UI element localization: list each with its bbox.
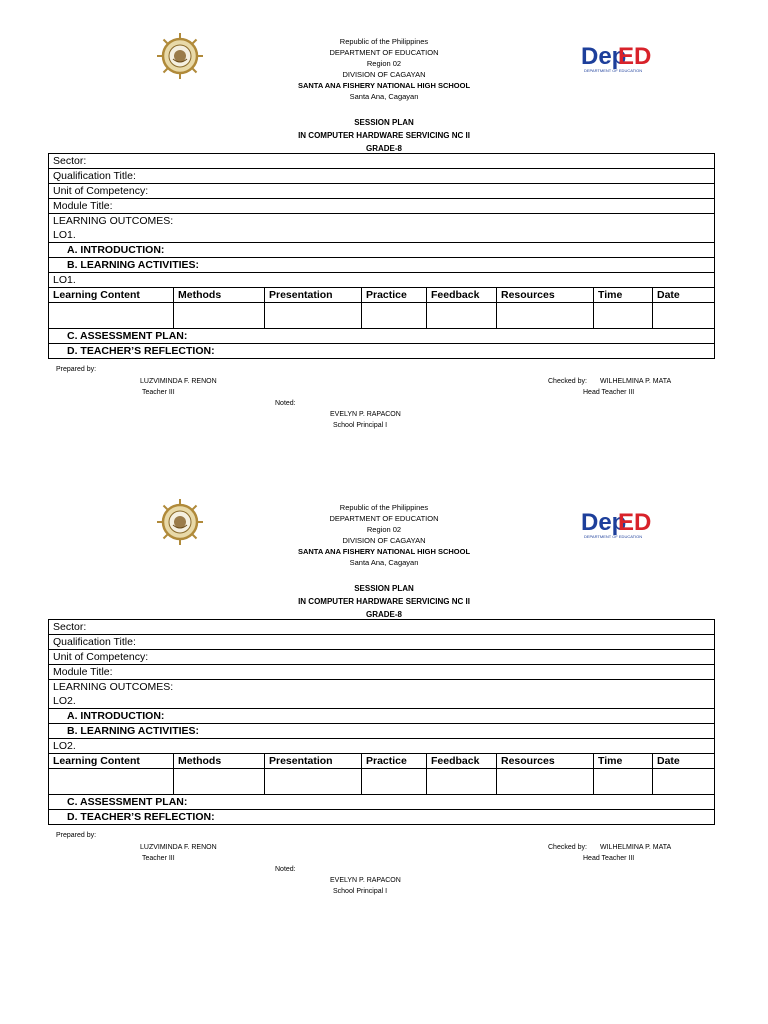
header-line: Region 02: [366, 59, 402, 68]
svg-text:DEPARTMENT OF EDUCATION: DEPARTMENT OF EDUCATION: [584, 534, 643, 539]
activity-outcome-field[interactable]: LO1.: [49, 273, 715, 288]
header-line: Republic of the Philippines: [339, 503, 429, 512]
checked-title: Head Teacher III: [583, 389, 635, 396]
cell-feedback[interactable]: [427, 303, 497, 329]
deped-logo: [580, 40, 652, 76]
col-feedback: Feedback: [427, 754, 497, 769]
cell-practice[interactable]: [362, 769, 427, 795]
noted-label: Noted:: [275, 866, 296, 873]
outcome-field[interactable]: LO1.: [49, 228, 715, 243]
outcomes-label: LEARNING OUTCOMES:: [49, 214, 715, 229]
header-line: DEPARTMENT OF EDUCATION: [329, 514, 439, 523]
noted-name: EVELYN P. RAPACON: [330, 877, 401, 884]
col-learning-content: Learning Content: [49, 754, 174, 769]
col-practice: Practice: [362, 754, 427, 769]
col-presentation: Presentation: [265, 754, 362, 769]
qualification-field[interactable]: Qualification Title:: [49, 635, 715, 650]
col-resources: Resources: [497, 754, 594, 769]
outcomes-label: LEARNING OUTCOMES:: [49, 680, 715, 695]
letterhead: [234, 502, 534, 568]
cell-time[interactable]: [594, 769, 653, 795]
introduction-field[interactable]: A. INTRODUCTION:: [49, 709, 715, 724]
title-line: SESSION PLAN: [354, 118, 414, 127]
svg-text:Dep: Dep: [581, 43, 627, 70]
cell-methods[interactable]: [174, 769, 265, 795]
plan-title: [234, 582, 534, 621]
title-line: GRADE-8: [365, 610, 402, 619]
session-plan-copy: [0, 466, 768, 932]
session-plan-copy: [0, 0, 768, 466]
title-line: IN COMPUTER HARDWARE SERVICING NC II: [298, 131, 470, 140]
cell-methods[interactable]: [174, 303, 265, 329]
sector-field[interactable]: Sector:: [49, 620, 715, 635]
school-seal-logo: [156, 498, 204, 546]
header-line: Republic of the Philippines: [339, 37, 429, 46]
school-name: SANTA ANA FISHERY NATIONAL HIGH SCHOOL: [297, 81, 471, 90]
svg-text:ED: ED: [618, 43, 652, 70]
prepared-title: Teacher III: [142, 855, 175, 862]
prepared-name: LUZVIMINDA F. RENON: [140, 844, 217, 851]
svg-text:Dep: Dep: [581, 509, 627, 536]
session-plan-form: [48, 619, 715, 825]
cell-practice[interactable]: [362, 303, 427, 329]
prepared-label: Prepared by:: [56, 366, 97, 373]
teacher-reflection-field[interactable]: D. TEACHER’S REFLECTION:: [49, 344, 715, 359]
col-practice: Practice: [362, 288, 427, 303]
cell-learning-content[interactable]: [49, 303, 174, 329]
prepared-title: Teacher III: [142, 389, 175, 396]
learning-activities-label: B. LEARNING ACTIVITIES:: [49, 724, 715, 739]
noted-name: EVELYN P. RAPACON: [330, 411, 401, 418]
col-methods: Methods: [174, 288, 265, 303]
prepared-label: Prepared by:: [56, 832, 97, 839]
letterhead: [234, 36, 534, 102]
cell-date[interactable]: [653, 303, 715, 329]
introduction-field[interactable]: A. INTRODUCTION:: [49, 243, 715, 258]
noted-title: School Principal I: [333, 422, 388, 429]
cell-date[interactable]: [653, 769, 715, 795]
header-line: Region 02: [366, 525, 402, 534]
school-town: Santa Ana, Cagayan: [349, 92, 419, 101]
cell-time[interactable]: [594, 303, 653, 329]
cell-feedback[interactable]: [427, 769, 497, 795]
school-name: SANTA ANA FISHERY NATIONAL HIGH SCHOOL: [297, 547, 471, 556]
header-line: DIVISION OF CAGAYAN: [342, 536, 426, 545]
title-line: IN COMPUTER HARDWARE SERVICING NC II: [298, 597, 470, 606]
svg-text:DEPARTMENT OF EDUCATION: DEPARTMENT OF EDUCATION: [584, 68, 643, 73]
outcome-field[interactable]: LO2.: [49, 694, 715, 709]
prepared-name: LUZVIMINDA F. RENON: [140, 378, 217, 385]
plan-title: [234, 116, 534, 155]
teacher-reflection-field[interactable]: D. TEACHER’S REFLECTION:: [49, 810, 715, 825]
col-feedback: Feedback: [427, 288, 497, 303]
noted-title: School Principal I: [333, 888, 388, 895]
unit-field[interactable]: Unit of Competency:: [49, 650, 715, 665]
cell-learning-content[interactable]: [49, 769, 174, 795]
cell-resources[interactable]: [497, 303, 594, 329]
svg-text:ED: ED: [618, 509, 652, 536]
school-town: Santa Ana, Cagayan: [349, 558, 419, 567]
school-seal-logo: [156, 32, 204, 80]
activity-outcome-field[interactable]: LO2.: [49, 739, 715, 754]
header-line: DEPARTMENT OF EDUCATION: [329, 48, 439, 57]
cell-presentation[interactable]: [265, 303, 362, 329]
col-date: Date: [653, 754, 715, 769]
col-learning-content: Learning Content: [49, 288, 174, 303]
cell-resources[interactable]: [497, 769, 594, 795]
title-line: SESSION PLAN: [354, 584, 414, 593]
assessment-plan-field[interactable]: C. ASSESSMENT PLAN:: [49, 329, 715, 344]
header-line: DIVISION OF CAGAYAN: [342, 70, 426, 79]
sector-field[interactable]: Sector:: [49, 154, 715, 169]
checked-name: WILHELMINA P. MATA: [600, 844, 672, 851]
cell-presentation[interactable]: [265, 769, 362, 795]
module-field[interactable]: Module Title:: [49, 199, 715, 214]
checked-label: Checked by:: [548, 844, 587, 851]
unit-field[interactable]: Unit of Competency:: [49, 184, 715, 199]
title-line: GRADE-8: [365, 144, 402, 153]
col-resources: Resources: [497, 288, 594, 303]
qualification-field[interactable]: Qualification Title:: [49, 169, 715, 184]
assessment-plan-field[interactable]: C. ASSESSMENT PLAN:: [49, 795, 715, 810]
col-methods: Methods: [174, 754, 265, 769]
learning-activities-label: B. LEARNING ACTIVITIES:: [49, 258, 715, 273]
col-date: Date: [653, 288, 715, 303]
col-time: Time: [594, 288, 653, 303]
module-field[interactable]: Module Title:: [49, 665, 715, 680]
col-presentation: Presentation: [265, 288, 362, 303]
checked-title: Head Teacher III: [583, 855, 635, 862]
session-plan-form: [48, 153, 715, 359]
deped-logo: [580, 506, 652, 542]
checked-label: Checked by:: [548, 378, 587, 385]
col-time: Time: [594, 754, 653, 769]
checked-name: WILHELMINA P. MATA: [600, 378, 672, 385]
noted-label: Noted:: [275, 400, 296, 407]
